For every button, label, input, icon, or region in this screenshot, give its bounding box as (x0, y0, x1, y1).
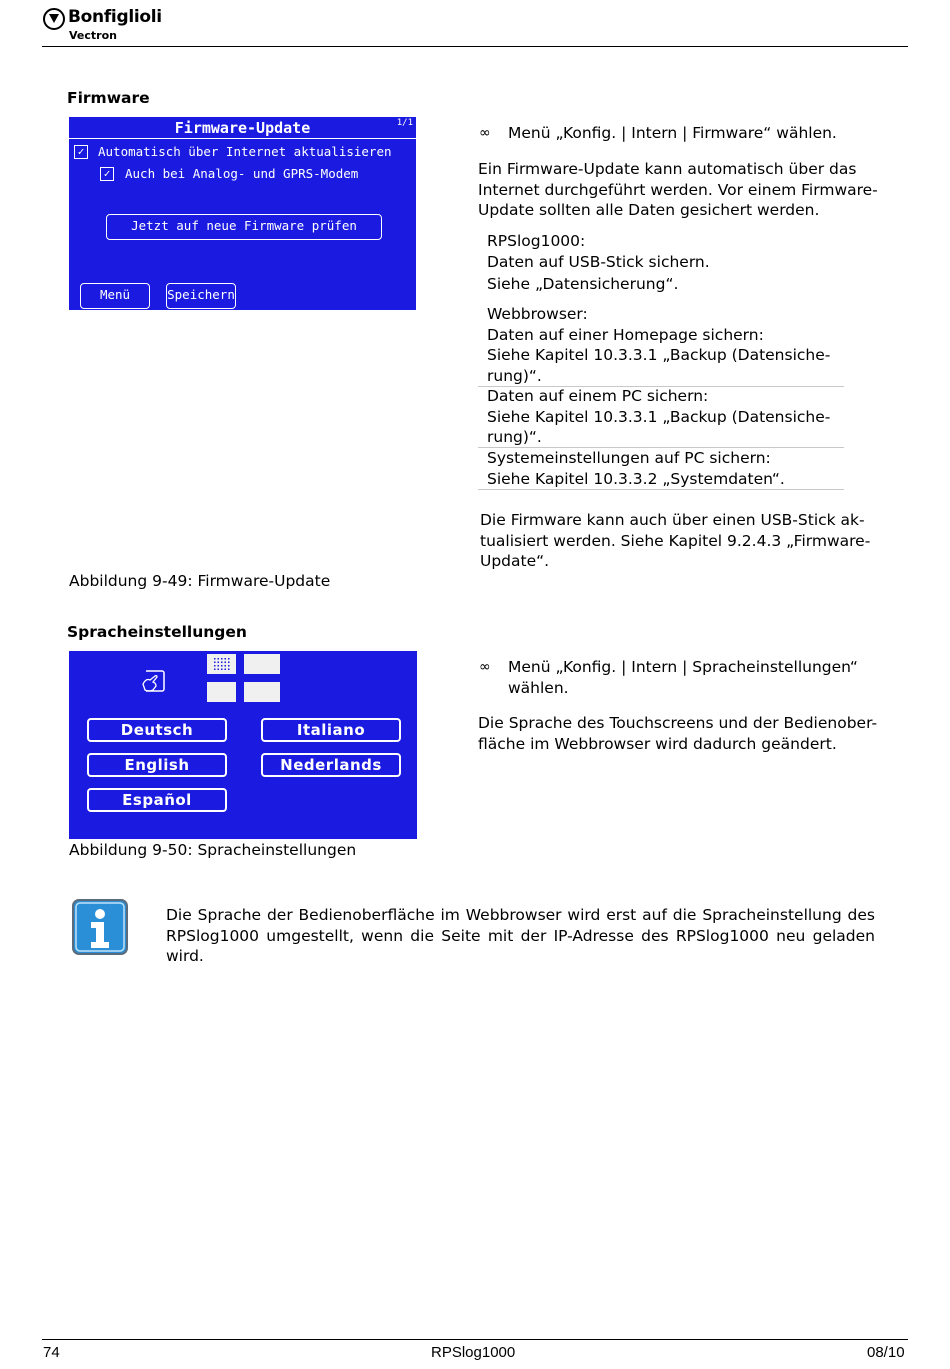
backup-line: rung)“. (487, 366, 542, 385)
backup-webbrowser-block (487, 304, 830, 386)
check-firmware-button[interactable]: Jetzt auf neue Firmware prüfen (106, 214, 382, 240)
menu-button[interactable]: Menü (80, 283, 150, 309)
modem-update-checkbox[interactable]: ✓ (100, 167, 114, 181)
auto-update-label: Automatisch über Internet aktualisieren (98, 144, 392, 159)
firmware-paragraph (478, 159, 878, 221)
usb-paragraph-line: Update“. (480, 552, 550, 570)
firmware-paragraph-line: Internet durchgeführt werden. Vor einem Firmware- (478, 180, 878, 199)
bullet-icon: ∞ (479, 125, 491, 141)
bullet-icon: ∞ (479, 659, 491, 675)
header-rule (42, 46, 908, 47)
language-button-italiano[interactable]: Italiano (261, 718, 401, 742)
footer-product: RPSlog1000 (431, 1344, 516, 1361)
firmware-paragraph-line: Ein Firmware-Update kann automatisch über das (478, 160, 857, 178)
bonfiglioli-logo-icon (43, 8, 65, 30)
info-note-text: Die Sprache der Bedienoberfläche im Webbrowser wird erst auf die Spracheinstellung des RPSlog1000 umgestellt, wenn die Seite mit der IP-Adresse des RPSlog1000 neu geladen wird. (166, 906, 875, 965)
backup-pc-block (487, 386, 830, 448)
auto-update-checkbox[interactable]: ✓ (74, 145, 88, 159)
backup-line: Siehe Kapitel 10.3.3.1 „Backup (Datensiche- (487, 346, 831, 364)
backup-line: Siehe Kapitel 10.3.3.2 „Systemdaten“. (487, 469, 785, 488)
language-button-english[interactable]: English (87, 753, 227, 777)
figure-caption-firmware: Abbildung 9-49: Firmware-Update (69, 572, 331, 590)
touch-calibration-icon[interactable] (139, 668, 167, 694)
save-button[interactable]: Speichern (166, 283, 236, 309)
backup-line: Daten auf einer Homepage sichern: (487, 325, 764, 344)
info-icon (72, 899, 128, 955)
usb-paragraph-line: tualisiert werden. Siehe Kapitel 9.2.4.3 „Firmware- (480, 531, 871, 550)
brand-subname: Vectron (69, 29, 117, 42)
backup-line: Daten auf einem PC sichern: (487, 387, 709, 405)
usb-update-paragraph (480, 510, 870, 572)
backup-line: Daten auf USB-Stick sichern. (487, 252, 710, 271)
backup-system-block (487, 448, 785, 489)
language-button-deutsch[interactable]: Deutsch (87, 718, 227, 742)
language-paragraph-line: fläche im Webbrowser wird dadurch geändert. (478, 734, 837, 753)
flag-icon (207, 654, 280, 702)
screen-page-indicator: 1/1 (396, 118, 413, 128)
backup-line: Systemeinstellungen auf PC sichern: (487, 449, 771, 467)
usb-paragraph-line: Die Firmware kann auch über einen USB-Stick ak- (480, 511, 865, 529)
language-button-nederlands[interactable]: Nederlands (261, 753, 401, 777)
brand-name: Bonfiglioli (68, 7, 162, 27)
language-paragraph (478, 713, 877, 754)
backup-rpslog-block (487, 231, 710, 295)
firmware-section-title: Firmware (67, 89, 150, 107)
footer-rule (42, 1339, 908, 1340)
screen-title-rule (69, 138, 416, 139)
backup-line: Webbrowser: (487, 305, 588, 323)
language-section-title: Spracheinstellungen (67, 623, 247, 641)
screen-title: Firmware-Update (174, 119, 311, 137)
backup-line: RPSlog1000: (487, 232, 586, 250)
language-paragraph-line: Die Sprache des Touchscreens und der Bedienober- (478, 714, 878, 732)
language-instruction-line: Menü „Konfig. | Intern | Spracheinstellungen“ (508, 658, 858, 676)
backup-line: Siehe „Datensicherung“. (487, 275, 679, 293)
backup-line: Siehe Kapitel 10.3.3.1 „Backup (Datensiche- (487, 407, 831, 426)
language-settings-screen (69, 651, 417, 839)
modem-update-label: Auch bei Analog- und GPRS-Modem (125, 166, 359, 181)
language-instruction (508, 657, 858, 698)
language-instruction-line: wählen. (508, 678, 569, 697)
firmware-paragraph-line: Update sollten alle Daten gesichert werden. (478, 201, 820, 219)
figure-caption-language: Abbildung 9-50: Spracheinstellungen (69, 841, 357, 859)
backup-line: rung)“. (487, 428, 542, 446)
language-button-espanol[interactable]: Español (87, 788, 227, 812)
page-number: 74 (43, 1344, 60, 1361)
firmware-instruction: Menü „Konfig. | Intern | Firmware“ wählen. (508, 124, 837, 142)
firmware-update-screen (69, 117, 416, 310)
footer-date: 08/10 (867, 1344, 905, 1361)
table-rule (478, 489, 844, 490)
